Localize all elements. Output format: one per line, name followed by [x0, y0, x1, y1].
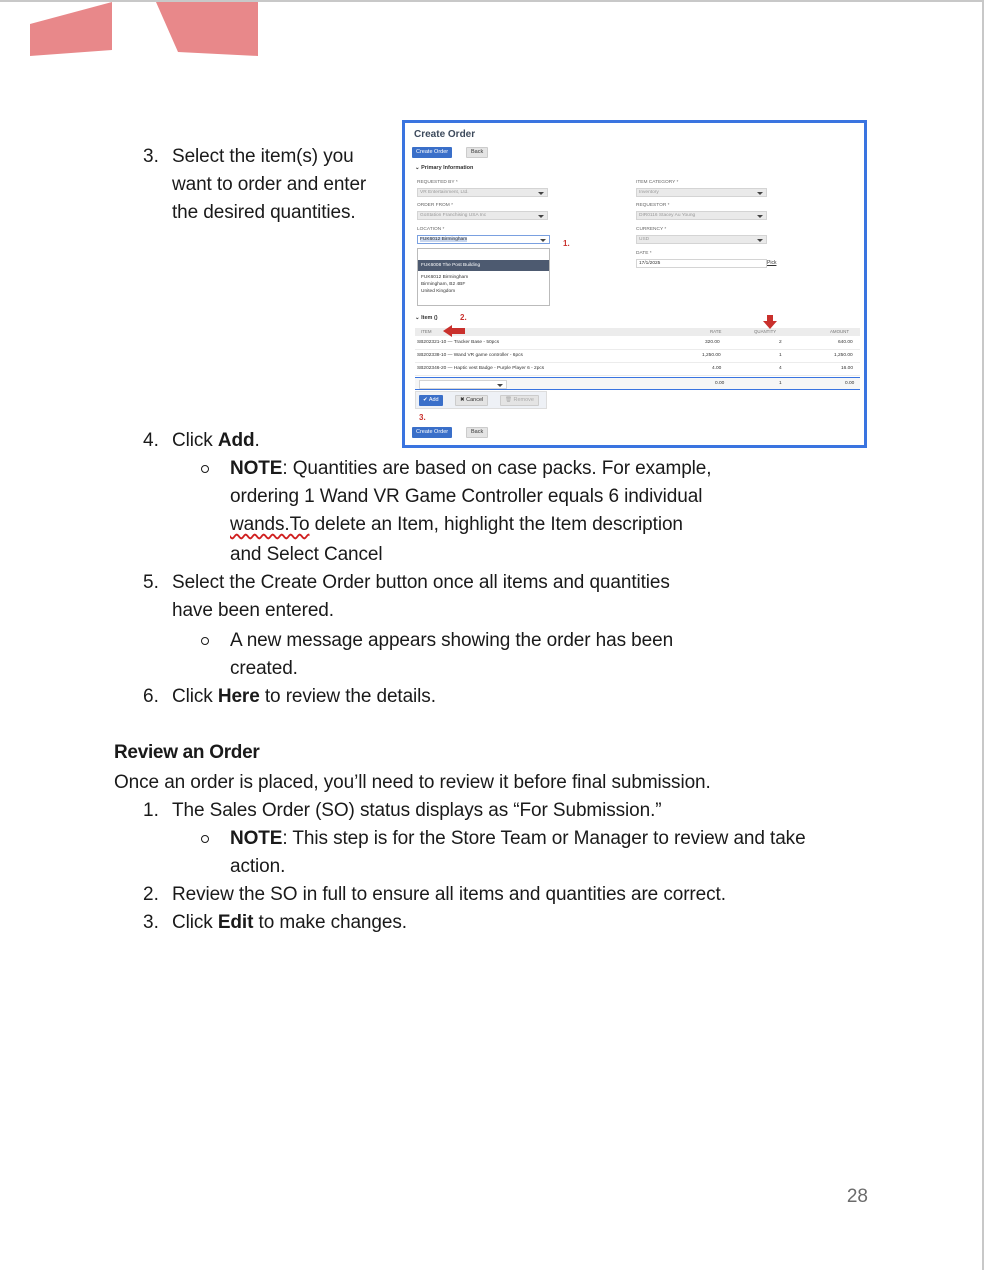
arrow-left-icon [443, 325, 465, 337]
step-3-text: the desired quantities. [172, 202, 356, 223]
step-3-text: Select the item(s) you [172, 146, 354, 167]
pick-link: Pick [767, 260, 777, 266]
address-line: United Kingdom [421, 289, 456, 294]
bullet-icon [201, 637, 209, 645]
chevron-down-icon [757, 215, 763, 218]
review-intro: Once an order is placed, you’ll need to review it before final submission. [114, 772, 711, 793]
col-amount: AMOUNT [830, 329, 850, 334]
step-4-text [172, 427, 260, 455]
currency-value: USD [639, 237, 650, 242]
create-order-screenshot [402, 120, 867, 448]
col-item: ITEM [421, 329, 432, 334]
review-item-number: 3. [143, 912, 159, 933]
dropdown-option: FUK6012 Birmingham [421, 275, 469, 280]
step-6-text [172, 683, 436, 711]
bold-term: Edit [217, 912, 254, 933]
table-row [415, 337, 860, 350]
row-amount: 640.00 [838, 340, 853, 345]
row-rate: 4.00 [712, 366, 722, 371]
sub-bullet-text: created. [230, 658, 298, 679]
order-from-label: ORDER FROM * [417, 203, 453, 208]
table-row [415, 350, 860, 363]
review-item-text: The Sales Order (SO) status displays as “For Submission.” [172, 800, 662, 821]
date-field: 17/1/2025 [636, 259, 767, 268]
chevron-down-icon: ⌄ [415, 315, 422, 321]
row-qty: 1 [779, 353, 782, 358]
bold-term: Here [217, 686, 260, 707]
currency-field [636, 235, 767, 244]
chevron-down-icon [757, 192, 763, 195]
row-qty: 4 [779, 366, 782, 371]
step-5-number: 5. [143, 572, 159, 593]
add-button: ✔ Add [419, 395, 443, 406]
item-select [419, 380, 507, 389]
edit-amount: 0.00 [845, 381, 855, 386]
create-order-button: Create Order [412, 147, 452, 158]
primary-info-section [415, 165, 473, 171]
note-text [230, 825, 806, 853]
review-item-number: 1. [143, 800, 159, 821]
text-fragment: : This step is for the Store Team or Manager to review and take [282, 828, 806, 849]
row-qty: 2 [779, 340, 782, 345]
row-amount: 1,250.00 [834, 353, 853, 358]
review-item-number: 2. [143, 884, 159, 905]
requested-by-field [417, 188, 548, 197]
step-5-text: have been entered. [172, 600, 334, 621]
item-section [415, 315, 438, 321]
order-from-field [417, 211, 548, 220]
bullet-icon [201, 835, 209, 843]
row-amount: 16.00 [841, 366, 854, 371]
marker-3: 3. [419, 413, 426, 422]
note-text [230, 511, 683, 539]
text-fragment: . [254, 430, 260, 451]
col-rate: RATE [710, 329, 722, 334]
note-label: NOTE [230, 458, 283, 479]
section-label: Primary Information [421, 165, 474, 171]
text-fragment: Click [172, 686, 218, 707]
row-item: SB202346-20 — Haptic vest Badge - Purple Player 6 - 2pcs [417, 366, 545, 371]
section-heading: Review an Order [114, 742, 260, 763]
text-fragment: to make changes. [253, 912, 407, 933]
text-fragment: Click [172, 430, 218, 451]
create-order-button: Create Order [412, 427, 452, 438]
chevron-down-icon [757, 239, 763, 242]
review-item-text [172, 909, 407, 937]
review-item-text: Review the SO in full to ensure all items and quantities are correct. [172, 884, 726, 905]
text-fragment: Click [172, 912, 218, 933]
note-text: action. [230, 856, 286, 877]
marker-1: 1. [563, 239, 570, 248]
step-4-number: 4. [143, 430, 159, 451]
text-fragment: : Quantities are based on case packs. For example, [282, 458, 712, 479]
order-from-value: GoStation Franchising USA Inc [420, 213, 487, 218]
edit-rate: 0.00 [715, 381, 725, 386]
marker-2: 2. [460, 313, 467, 322]
note-label: NOTE [230, 828, 283, 849]
sub-bullet-text: A new message appears showing the order has been [230, 630, 674, 651]
back-button: Back [466, 427, 488, 438]
table-header [415, 328, 860, 336]
col-quantity: QUANTITY [754, 329, 777, 334]
page-number: 28 [846, 1186, 868, 1207]
back-button: Back [466, 147, 488, 158]
requested-by-value: VR Entertainment, Ltd. [420, 190, 469, 195]
table-row [415, 363, 860, 376]
item-category-label: ITEM CATEGORY * [636, 180, 679, 185]
brand-logo [28, 2, 260, 58]
step-6-number: 6. [143, 686, 159, 707]
row-rate: 1,250.00 [702, 353, 721, 358]
arrow-down-icon [763, 315, 777, 329]
step-3-text: want to order and enter [172, 174, 367, 195]
remove-button: 🗑 Remove [500, 395, 539, 406]
text-fragment: delete an Item, highlight the Item description [309, 514, 683, 535]
address-line: Birmingham, B2 4BF [421, 282, 466, 287]
misspelled-word: wands.To [230, 514, 310, 535]
location-value: FUK6012 Birmingham [420, 237, 468, 242]
edit-row [415, 377, 860, 390]
bullet-icon [201, 465, 209, 473]
requestor-value: DIR0116 Stacey Au Young [639, 213, 696, 218]
section-label: Item () [421, 315, 438, 321]
step-5-text: Select the Create Order button once all items and quantities [172, 572, 670, 593]
step-3-number: 3. [143, 146, 159, 167]
note-text [230, 455, 711, 483]
chevron-down-icon [540, 239, 546, 242]
location-dropdown-list [417, 248, 550, 306]
chevron-down-icon [497, 384, 503, 387]
chevron-down-icon [538, 192, 544, 195]
row-item: SB202321-10 — Tracker Base - 50pcs [417, 340, 500, 345]
row-item: SB202338-10 — Wand VR game controller - 6pcs [417, 353, 523, 358]
item-category-value: Inventory [639, 190, 659, 195]
date-label: DATE * [636, 251, 652, 256]
screenshot-title: Create Order [414, 129, 476, 140]
dropdown-option: FUK6008 The Post Building [418, 260, 549, 271]
requestor-field [636, 211, 767, 220]
requested-by-label: REQUESTED BY * [417, 180, 458, 185]
bold-term: Add [217, 430, 255, 451]
text-fragment: to review the details. [259, 686, 436, 707]
location-field [417, 235, 550, 244]
cancel-button: ✖ Cancel [455, 395, 488, 406]
location-label: LOCATION * [417, 227, 445, 232]
requestor-label: REQUESTOR * [636, 203, 670, 208]
note-text: and Select Cancel [230, 544, 383, 565]
edit-qty: 1 [779, 381, 782, 386]
note-text: ordering 1 Wand VR Game Controller equals 6 individual [230, 486, 703, 507]
currency-label: CURRENCY * [636, 227, 667, 232]
chevron-down-icon [538, 215, 544, 218]
row-rate: 320.00 [705, 340, 720, 345]
chevron-down-icon: ⌄ [415, 165, 422, 171]
item-category-field [636, 188, 767, 197]
